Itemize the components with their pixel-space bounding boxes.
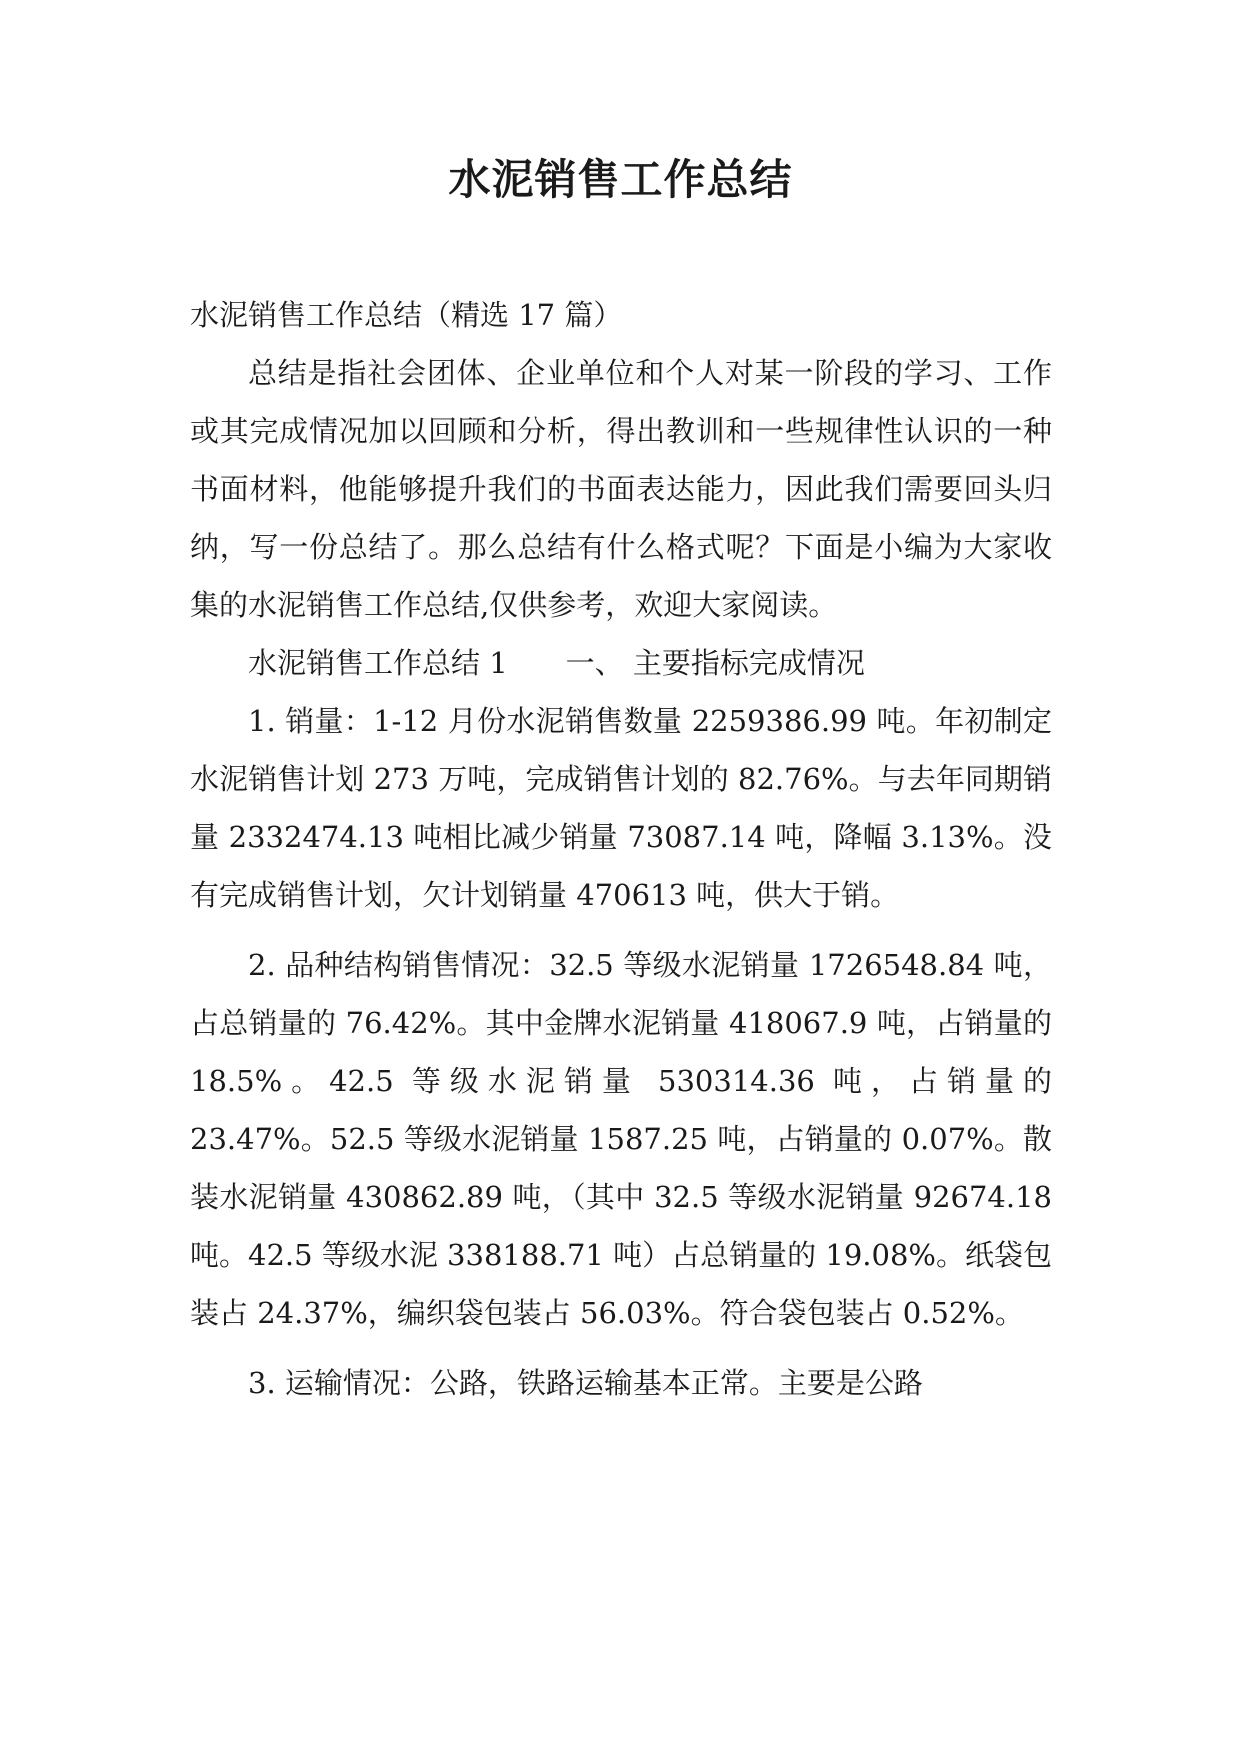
transport-paragraph: 3. 运输情况：公路，铁路运输基本正常。主要是公路: [248, 1366, 923, 1400]
document-title: 水泥销售工作总结: [448, 155, 793, 204]
intro-paragraph: 总结是指社会团体、企业单位和个人对某一阶段的学习、工作或其完成情况加以回顾和分析，得出教训和一些规律性认识的一种书面材料，他能够提升我们的书面表达能力，因此我们需要回头归纳，写一份总结了。那么总结有什么格式呢？下面是小编为大家收集的水泥销售工作总结,仅供参考，欢迎大家阅读。: [190, 356, 1052, 622]
section-heading: 水泥销售工作总结 1 一、 主要指标完成情况: [248, 646, 865, 680]
document-body: [190, 286, 1052, 1412]
subtitle-line: 水泥销售工作总结（精选 17 篇）: [190, 298, 623, 332]
sales-volume-paragraph: 1. 销量：1-12 月份水泥销售数量 2259386.99 吨。年初制定水泥销售计划 273 万吨，完成销售计划的 82.76%。与去年同期销量 2332474.13 吨相比减少销量 73087.14 吨，降幅 3.13%。没有完成销售计划，欠计划销量 470613 吨，供大于销。: [190, 704, 1052, 912]
product-structure-paragraph: 2. 品种结构销售情况：32.5 等级水泥销量 1726548.84 吨，占总销量的 76.42%。其中金牌水泥销量 418067.9 吨，占销量的 18.5%。42.5 等级水泥销量 530314.36 吨，占销量的 23.47%。52.5 等级水泥销量 1587.25 吨，占销量的 0.07%。散装水泥销量 430862.89 吨，（其中 32.5 等级水泥销量 92674.18 吨。42.5 等级水泥 338188.71 吨）占总销量的 19.08%。纸袋包装占 24.37%，编织袋包装占 56.03%。符合袋包装占 0.52%。: [190, 948, 1052, 1330]
